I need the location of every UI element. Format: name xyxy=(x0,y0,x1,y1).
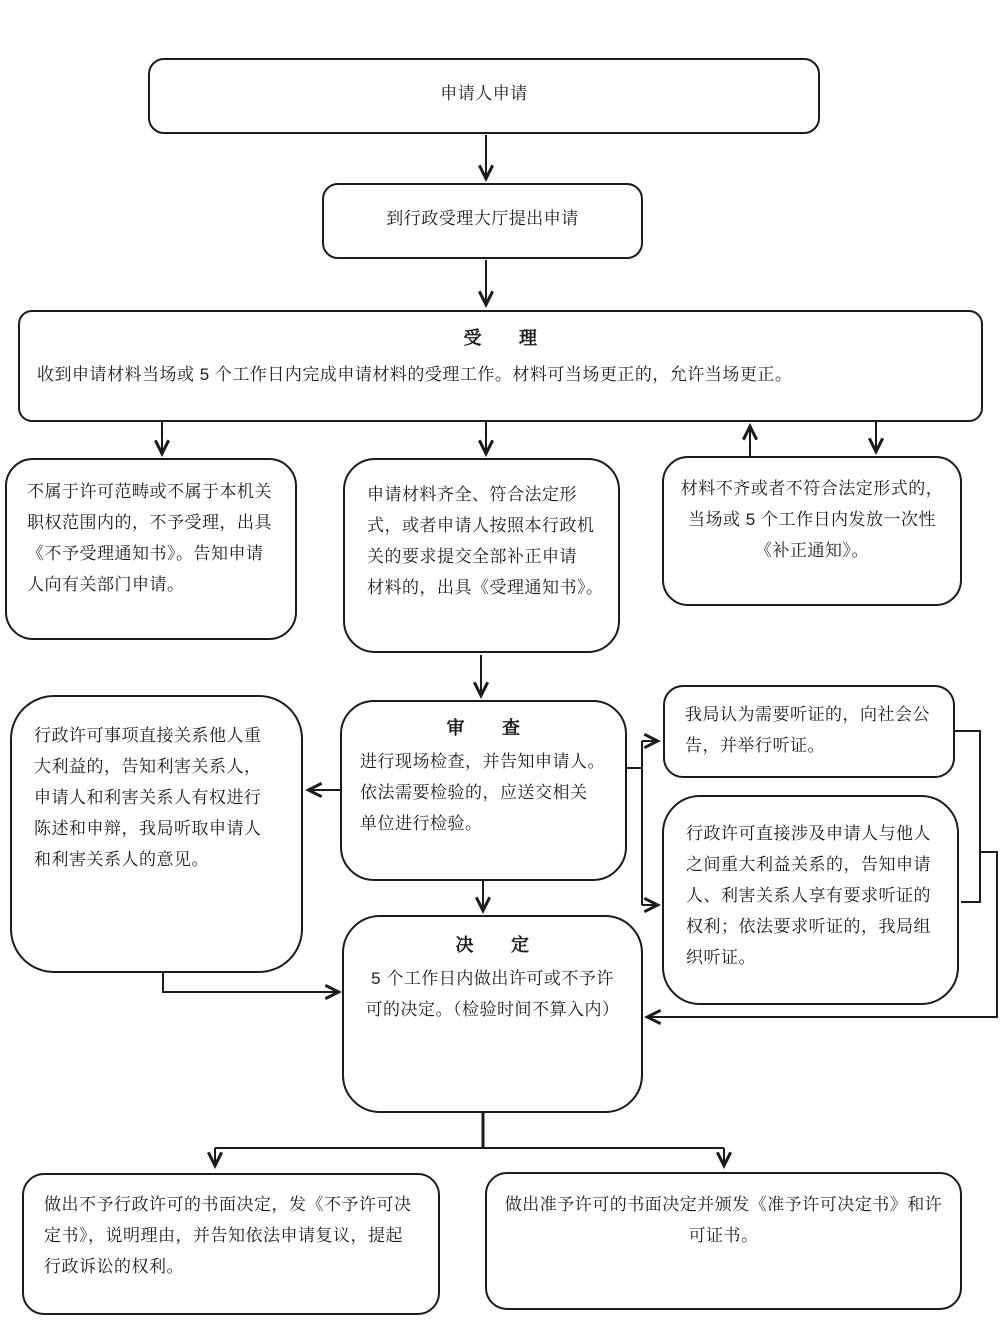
node-review-title: 审 查 xyxy=(446,718,521,738)
node-grant xyxy=(485,1172,962,1310)
node-acceptance xyxy=(18,310,983,422)
node-not-accepted xyxy=(5,458,297,640)
text-line: 权利；依法要求听证的，我局组 xyxy=(686,917,931,936)
node-stakeholders xyxy=(10,695,303,973)
text-line: 职权范围内的，不予受理，出具 xyxy=(27,513,272,532)
node-applicant-label: 申请人申请 xyxy=(440,83,528,103)
text-line: 式，或者申请人按照本行政机 xyxy=(367,516,595,535)
text-line: 人向有关部门申请。 xyxy=(27,575,185,594)
node-deny xyxy=(22,1173,440,1315)
text-line: 申请人和利害关系人有权进行 xyxy=(34,788,262,807)
text-line: 不属于许可范畴或不属于本机关 xyxy=(27,482,272,501)
text-line: 《补正通知》。 xyxy=(755,541,869,560)
line-review-hearing-trunk xyxy=(627,741,642,905)
text-line: 可的决定。（检验时间不算入内） xyxy=(365,1000,620,1019)
node-supplement xyxy=(662,456,962,606)
node-review xyxy=(340,700,627,881)
text-line: 我局认为需要听证的，向社会公 xyxy=(685,705,930,724)
text-line: 做出不予行政许可的书面决定，发《不予许可决 xyxy=(44,1195,412,1214)
node-hall-label: 到行政受理大厅提出申请 xyxy=(386,208,579,228)
text-line: 申请材料齐全、符合法定形 xyxy=(367,485,577,504)
text-line: 人、利害关系人享有要求听证的 xyxy=(686,886,931,905)
text-line: 材料的，出具《受理通知书》。 xyxy=(367,578,604,597)
arrow-stakeholders-to-decision xyxy=(163,973,337,992)
text-line: 依法需要检验的，应送交相关 xyxy=(360,783,588,802)
node-decision xyxy=(342,915,643,1113)
text-line: 《不予受理通知书》。告知申请 xyxy=(27,544,264,563)
node-acceptance-title: 受 理 xyxy=(463,328,538,348)
text-line: 行政许可事项直接关系他人重 xyxy=(34,726,262,745)
text-line: 当场或 5 个工作日内发放一次性 xyxy=(688,510,936,529)
text-line: 关的要求提交全部补正申请 xyxy=(367,547,577,566)
text-line: 行政许可直接涉及申请人与他人 xyxy=(686,824,931,843)
text-line: 单位进行检验。 xyxy=(360,814,483,833)
text-line: 做出准予许可的书面决定并颁发《准予许可决定书》和许 xyxy=(504,1195,943,1214)
text-line: 可证书。 xyxy=(688,1226,759,1245)
text-line: 告，并举行听证。 xyxy=(685,736,825,755)
text-line: 陈述和申辩，我局听取申请人 xyxy=(34,819,262,838)
text-line: 行政诉讼的权利。 xyxy=(44,1257,184,1276)
node-hall xyxy=(322,183,643,259)
node-applicant xyxy=(148,58,820,134)
text-line: 和利害关系人的意见。 xyxy=(34,850,209,869)
text-line: 大利益的，告知利害关系人， xyxy=(34,757,262,776)
text-line: 5 个工作日内做出许可或不予许 xyxy=(371,969,614,988)
node-decision-title: 决 定 xyxy=(455,935,530,955)
text-line: 之间重大利益关系的，告知申请 xyxy=(686,855,931,874)
node-hearing-rights xyxy=(662,795,959,1005)
text-line: 材料不齐或者不符合法定形式的， xyxy=(680,479,944,498)
node-accepted xyxy=(343,458,620,653)
node-acceptance-body: 收到申请材料当场或 5 个工作日内完成申请材料的受理工作。材料可当场更正的，允许当场更正。 xyxy=(37,365,793,384)
node-public-hearing xyxy=(663,685,955,778)
text-line: 定书》，说明理由，并告知依法申请复议，提起 xyxy=(44,1226,403,1245)
text-line: 进行现场检查，并告知申请人。 xyxy=(360,752,605,771)
text-line: 织听证。 xyxy=(686,948,756,967)
